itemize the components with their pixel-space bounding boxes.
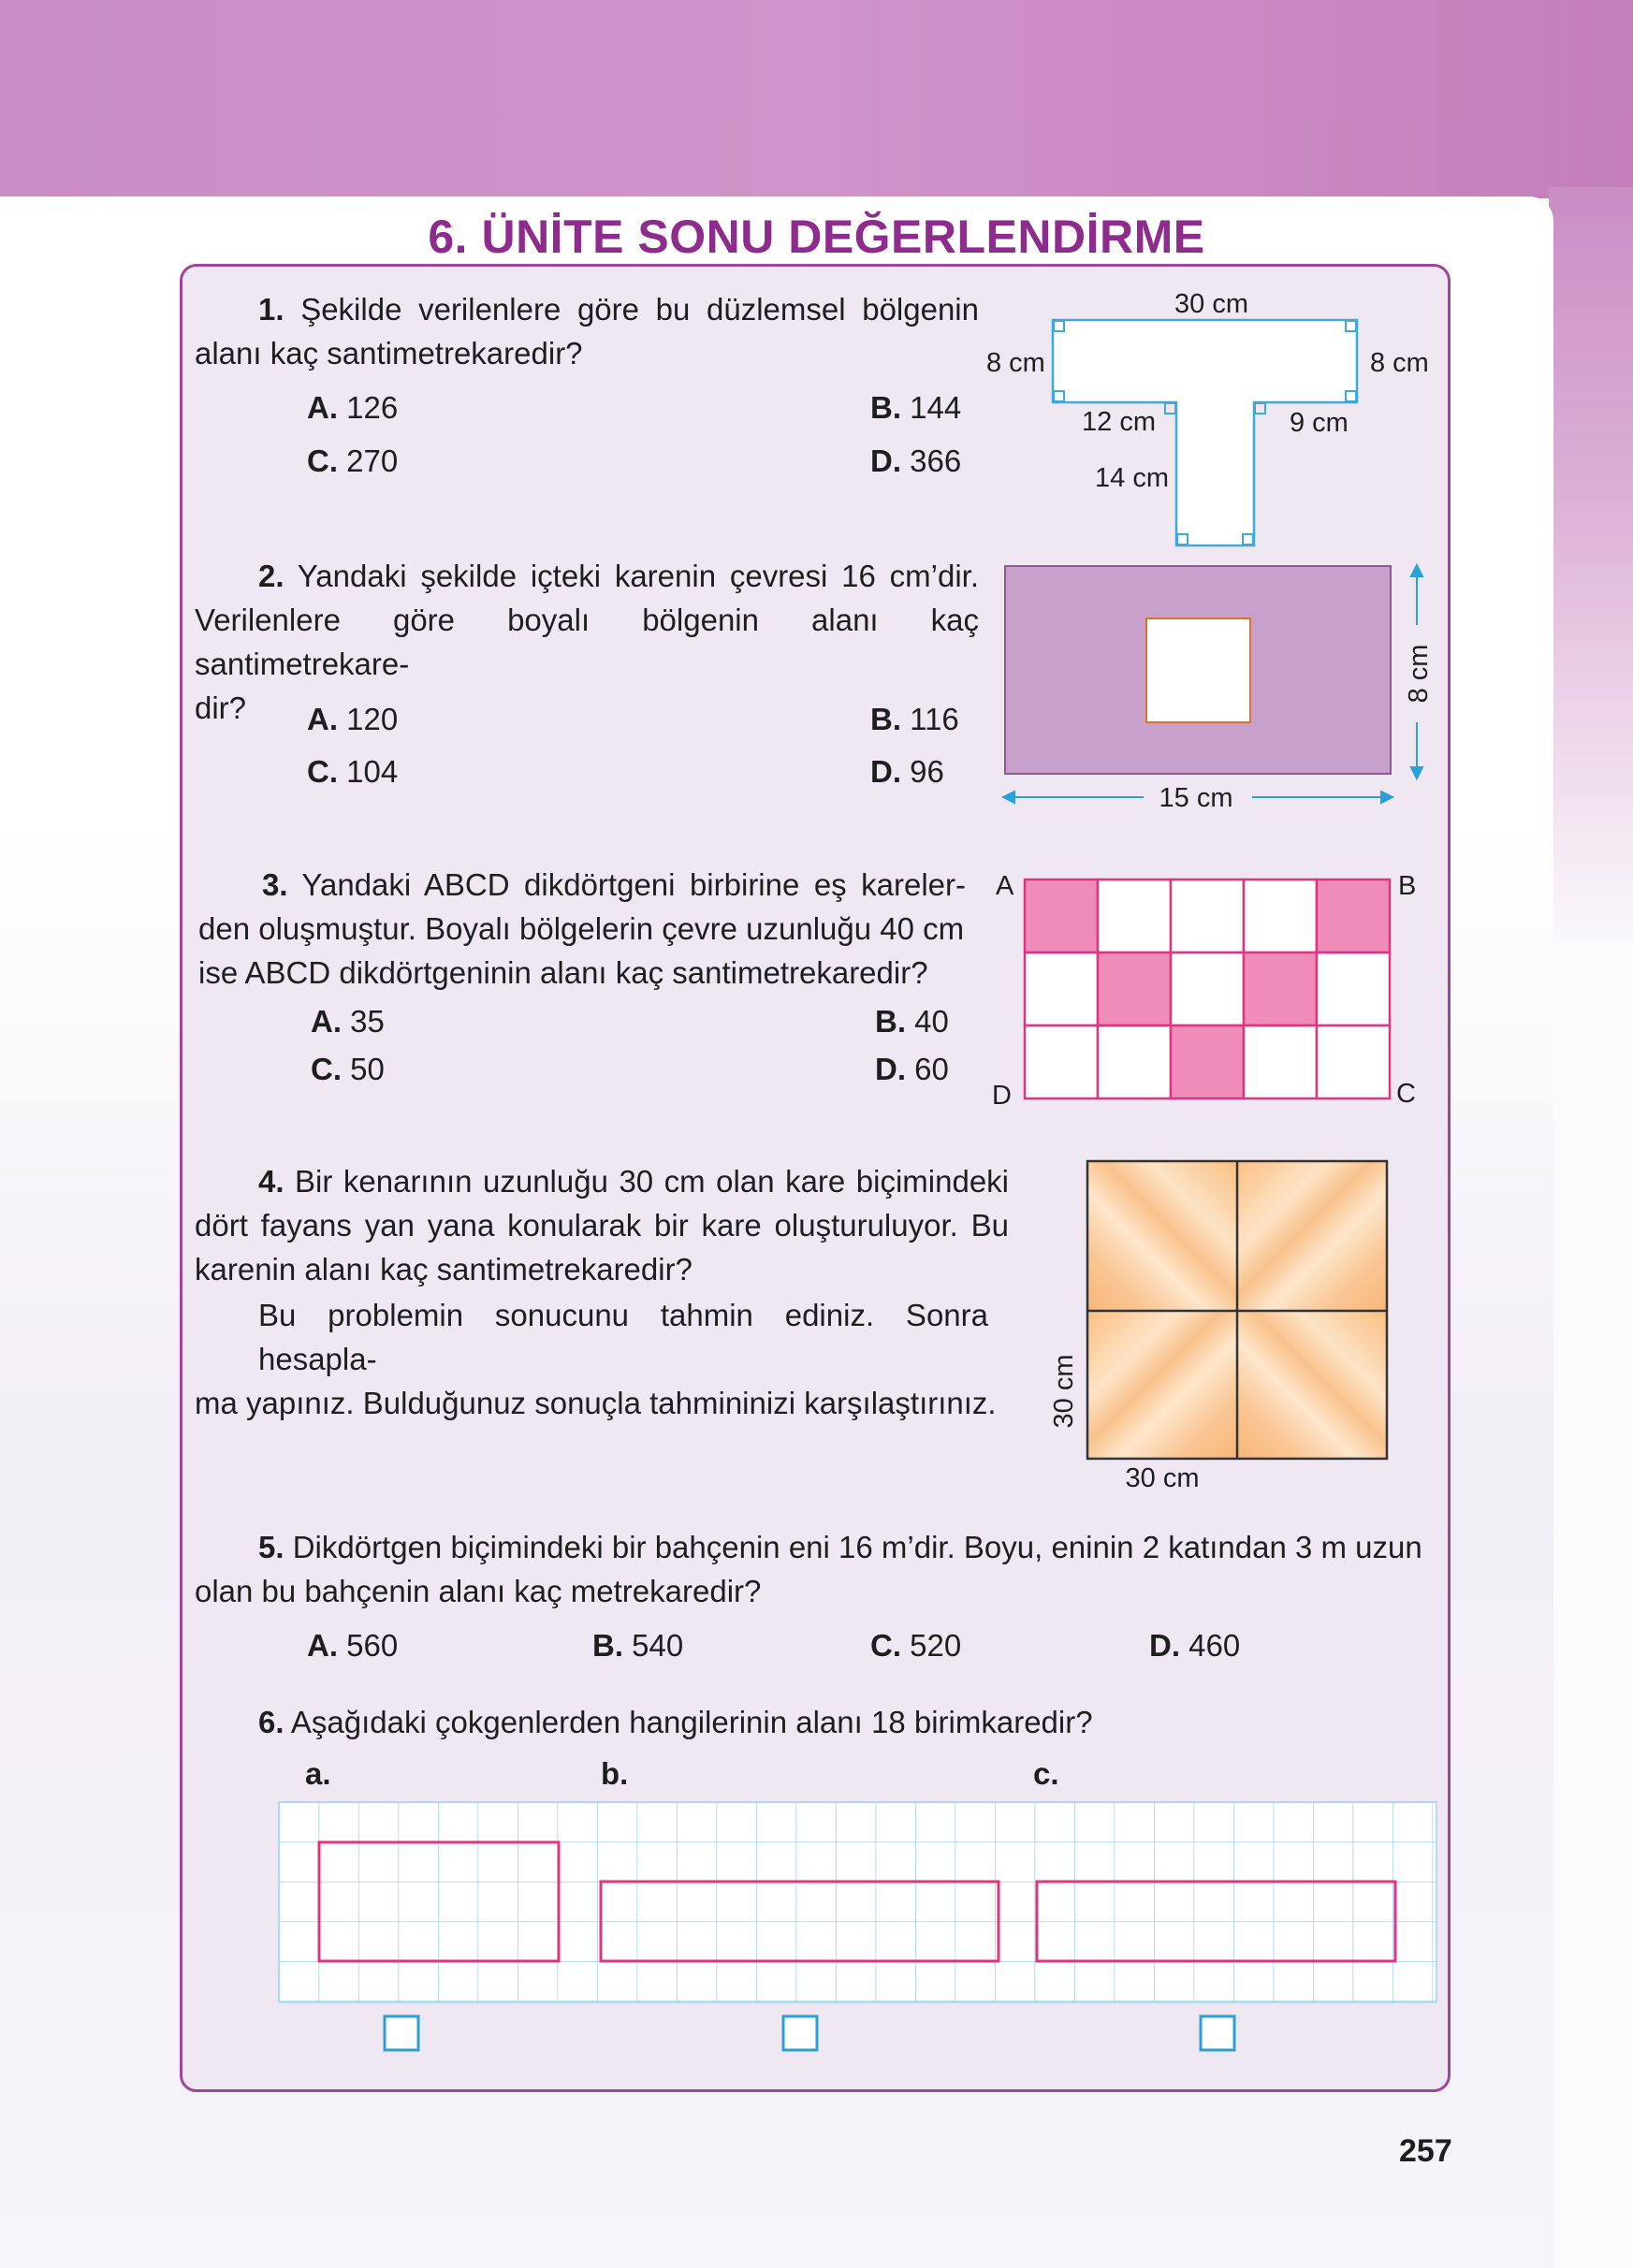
q2-option-c-value: 104: [346, 754, 399, 789]
q3-option-c-key: C.: [311, 1052, 342, 1086]
corner-c: C: [1396, 1079, 1416, 1109]
q5-option-d-value: 460: [1188, 1628, 1241, 1663]
q3-line1: Yandaki ABCD dikdörtgeni birbirine eş kareler-: [301, 867, 967, 902]
q1-option-b-value: 144: [910, 390, 962, 425]
q6-label-c: c.: [1033, 1756, 1059, 1791]
q3-option-b-key: B.: [875, 1004, 906, 1039]
q3-option-a-key: A.: [311, 1004, 342, 1039]
q4-number: 4.: [258, 1164, 284, 1199]
q2-option-b-key: B.: [870, 702, 901, 736]
q2-option-b-value: 116: [910, 702, 959, 736]
q6-label-b: b.: [601, 1756, 629, 1791]
q5-line2: olan bu bahçenin alanı kaç metrekaredir?: [195, 1574, 762, 1608]
checkbox-c[interactable]: [1201, 2016, 1234, 2050]
tile-side-label: 30 cm: [1049, 1354, 1079, 1429]
q5-option-a-value: 560: [346, 1628, 399, 1663]
corner-a: A: [996, 871, 1014, 901]
height-label: 8 cm: [1404, 644, 1434, 704]
q3-line2: den oluşmuştur. Boyalı bölgelerin çevre uzunluğu 40 cm: [198, 911, 965, 946]
q5-number: 5.: [258, 1530, 284, 1564]
q2-line3: dir?: [195, 691, 247, 725]
q3-option-d-value: 60: [914, 1052, 949, 1086]
q4-line2: dört fayans yan yana konularak bir kare oluşturuluyor. Bu: [195, 1208, 1009, 1243]
q2-line1: Yandaki şekilde içteki karenin çevresi 16 cm’dir.: [297, 559, 980, 593]
t-bottom-left-label: 12 cm: [1082, 407, 1156, 437]
q6-label-a: a.: [305, 1756, 331, 1791]
q2-option-d-key: D.: [870, 754, 901, 789]
q1-option-d-value: 366: [910, 443, 962, 478]
t-left-label: 8 cm: [986, 348, 1045, 378]
q5-option-c-key: C.: [870, 1628, 901, 1663]
t-stem-label: 14 cm: [1095, 463, 1169, 493]
q3-line3: ise ABCD dikdörtgeninin alanı kaç santimetrekaredir?: [198, 955, 928, 990]
q1-line2: alanı kaç santimetrekaredir?: [195, 336, 583, 371]
q2-option-a-key: A.: [307, 702, 338, 736]
q2-option-d-value: 96: [910, 754, 944, 789]
q5-option-b-value: 540: [632, 1628, 684, 1663]
q3-option-d-key: D.: [875, 1052, 906, 1086]
q6-line1: Aşağıdaki çokgenlerden hangilerinin alanı 18 birimkaredir?: [290, 1705, 1093, 1739]
q1-number: 1.: [258, 292, 284, 327]
corner-b: B: [1398, 871, 1417, 901]
q4-line3: karenin alanı kaç santimetrekaredir?: [195, 1252, 693, 1287]
q1-option-a-key: A.: [307, 390, 338, 425]
q5-option-a-key: A.: [307, 1628, 338, 1663]
q1-option-c-key: C.: [307, 443, 338, 478]
q3-option-b-value: 40: [914, 1004, 949, 1039]
page-number: 257: [1399, 2133, 1452, 2169]
q2-line2: Verilenlere göre boyalı bölgenin alanı kaç santimetrekare-: [195, 603, 979, 681]
q2-option-c-key: C.: [307, 754, 338, 789]
corner-d: D: [992, 1081, 1012, 1111]
q2-number: 2.: [258, 559, 284, 593]
t-right-label: 8 cm: [1370, 348, 1429, 378]
q5-option-c-value: 520: [910, 1628, 962, 1663]
q1-option-c-value: 270: [346, 443, 399, 478]
q2-option-a-value: 120: [346, 702, 399, 736]
q4-line1: Bir kenarının uzunluğu 30 cm olan kare biçimindeki: [295, 1164, 1009, 1199]
q3-option-c-value: 50: [350, 1052, 385, 1086]
q3-number: 3.: [262, 867, 288, 902]
width-label: 15 cm: [1159, 783, 1233, 813]
q1-option-b-key: B.: [870, 390, 901, 425]
checkbox-b[interactable]: [783, 2016, 817, 2050]
q1-option-a-value: 126: [346, 390, 399, 425]
q5-line1: Dikdörtgen biçimindeki bir bahçenin eni 16 m’dir. Boyu, eninin 2 katından 3 m uzun: [292, 1530, 1422, 1564]
q4-line5: ma yapınız. Bulduğunuz sonuçla tahmininizi karşılaştırınız.: [195, 1386, 997, 1420]
q4-line4: Bu problemin sonucunu tahmin ediniz. Sonra hesapla-: [258, 1298, 988, 1376]
q5-option-b-key: B.: [592, 1628, 623, 1663]
q1-option-d-key: D.: [870, 443, 901, 478]
q3-option-a-value: 35: [350, 1004, 385, 1039]
t-top-label: 30 cm: [1174, 289, 1248, 319]
q1-line1: Şekilde verilenlere göre bu düzlemsel bölgenin: [300, 292, 979, 327]
q6-number: 6.: [258, 1705, 284, 1739]
q5-option-d-key: D.: [1149, 1628, 1180, 1663]
checkbox-a[interactable]: [385, 2016, 418, 2050]
t-bottom-right-label: 9 cm: [1290, 408, 1349, 438]
tile-bottom-label: 30 cm: [1125, 1463, 1200, 1493]
page-title: 6. ÜNİTE SONU DEĞERLENDİRME: [428, 211, 1205, 263]
